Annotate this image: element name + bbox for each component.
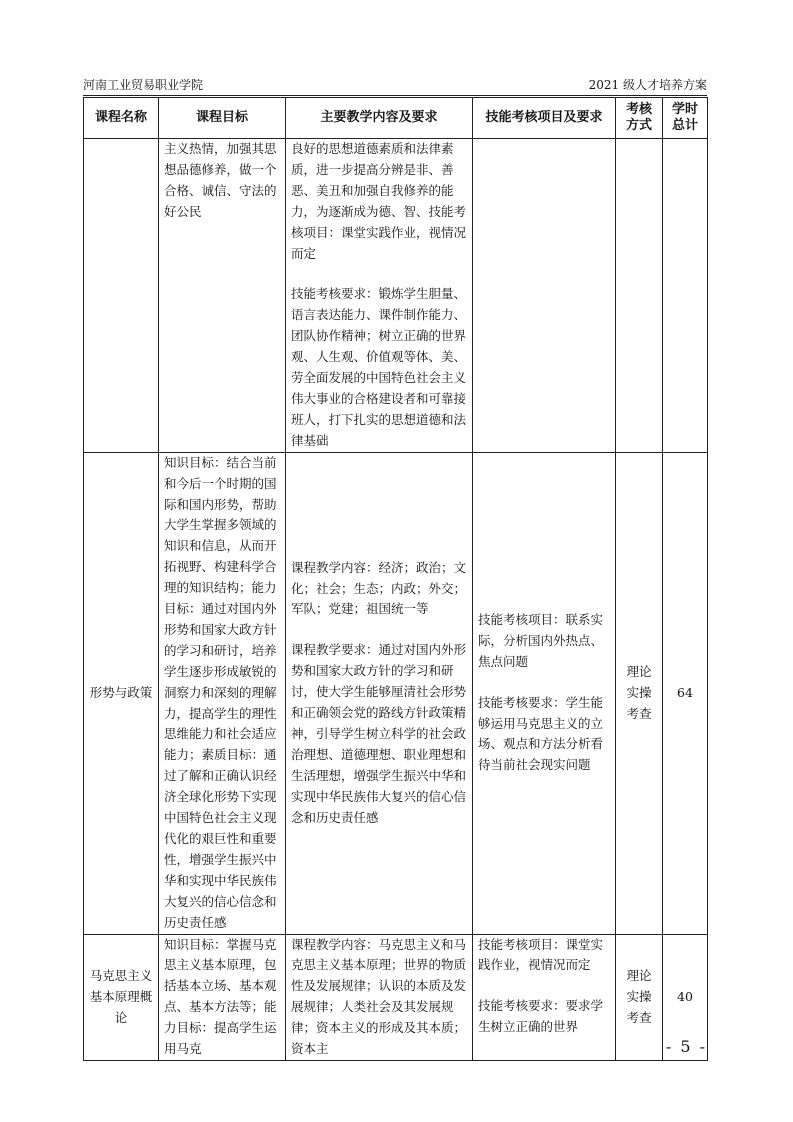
col-header-content: 主要教学内容及要求 bbox=[286, 98, 473, 139]
content-text: 技能考核要求：锻炼学生胆量、语言表达能力、课件制作能力、团队协作精神；树立正确的世界观、人生观、价值观等体、美、劳全面发展的中国特色社会主义伟大事业的合格建设者和可靠接班人，打下扎实的思想道德和法律基础 bbox=[291, 286, 467, 448]
objective-text: 知识目标：掌握马克思主义基本原理，包括基本立场、基本观点、基本方法等；能力目标：提高学生运用马克 bbox=[164, 936, 277, 1057]
course-name-cell: 形势与政策 bbox=[84, 452, 159, 934]
skills-text: 技能考核要求：要求学生树立正确的世界 bbox=[478, 998, 604, 1035]
content-text: 课程教学要求：通过对国内外形势和国家大政方针的学习和研讨，使大学生能够厘清社会形势和正确领会党的路线方针政策精神，引导学生树立科学的社会政治理想、道德理想、职业理想和生活理想，增强学生振兴中华和实现中华民族伟大复兴的信心信念和历史责任感 bbox=[291, 642, 467, 825]
content-cell bbox=[286, 934, 473, 1060]
hours-cell bbox=[663, 139, 708, 453]
curriculum-table bbox=[83, 97, 708, 1061]
objective-text: 知识目标：结合当前和今后一个时期的国际和国内形势，帮助大学生掌握多领域的知识和信息，从而开拓视野、构建科学合理的知识结构；能力目标：通过对国内外形势和国家大政方针的学习和研讨，培养学生逐步形成敏锐的洞察力和深刻的理解力，提高学生的理性思维能力和社会适应能力；素质目标：通过了解和正确认识经济全球化形势下实现中国特色社会主义现代化的艰巨性和重要性，增强学生振兴中华和实现中华民族伟大复兴的信心信念和历史责任感 bbox=[164, 454, 277, 930]
hours-cell: 64 bbox=[663, 452, 708, 934]
skills-cell bbox=[473, 452, 616, 934]
institution-name: 河南工业贸易职业学院 bbox=[83, 78, 204, 92]
skills-text: 技能考核项目：课堂实践作业，视情况而定 bbox=[478, 936, 604, 973]
skills-text: 技能考核项目：联系实际，分析国内外热点、焦点问题 bbox=[478, 611, 604, 669]
objective-cell bbox=[159, 452, 286, 934]
content-cell bbox=[286, 139, 473, 453]
document-title: 2021 级人才培养方案 bbox=[588, 78, 707, 92]
table-row bbox=[84, 139, 708, 453]
table-header-row bbox=[84, 98, 708, 139]
col-header-objective: 课程目标 bbox=[159, 98, 286, 139]
skills-cell bbox=[473, 139, 616, 453]
header-divider bbox=[83, 95, 707, 96]
skills-cell bbox=[473, 934, 616, 1060]
col-header-skills: 技能考核项目及要求 bbox=[473, 98, 616, 139]
method-cell bbox=[616, 139, 663, 453]
objective-cell bbox=[159, 934, 286, 1060]
page-header bbox=[83, 76, 707, 94]
method-cell: 理论实操考查 bbox=[616, 934, 663, 1060]
col-header-hours: 学时总计 bbox=[663, 98, 708, 139]
content-cell bbox=[286, 452, 473, 934]
course-name-cell bbox=[84, 139, 159, 453]
hours-cell: 40 bbox=[663, 934, 708, 1060]
objective-cell bbox=[159, 139, 286, 453]
objective-text: 主义热情，加强其思想品德修养，做一个合格、诚信、守法的好公民 bbox=[164, 141, 277, 219]
col-header-method: 考核方式 bbox=[616, 98, 663, 139]
col-header-course-name: 课程名称 bbox=[84, 98, 159, 139]
course-name-cell: 马克思主义基本原理概论 bbox=[84, 934, 159, 1060]
page-number: - 5 - bbox=[665, 1037, 707, 1056]
skills-text: 技能考核要求：学生能够运用马克思主义的立场、观点和方法分析看待当前社会现实问题 bbox=[478, 694, 604, 773]
method-cell: 理论实操考查 bbox=[616, 452, 663, 934]
content-text: 良好的思想道德素质和法律素质，进一步提高分辨是非、善恶、美丑和加强自我修养的能力，为逐渐成为德、智、技能考核项目：课堂实践作业，视情况而定 bbox=[291, 141, 467, 261]
content-text: 课程教学内容：经济；政治；文化；社会；生态；内政；外交；军队；党建；祖国统一等 bbox=[291, 559, 467, 617]
table-row bbox=[84, 452, 708, 934]
content-text: 课程教学内容：马克思主义和马克思主义基本原理；世界的物质性及发展规律；认识的本质及发展规律；人类社会及其发展规律；资本主义的形成及其本质；资本主 bbox=[291, 936, 467, 1057]
table-row bbox=[84, 934, 708, 1060]
